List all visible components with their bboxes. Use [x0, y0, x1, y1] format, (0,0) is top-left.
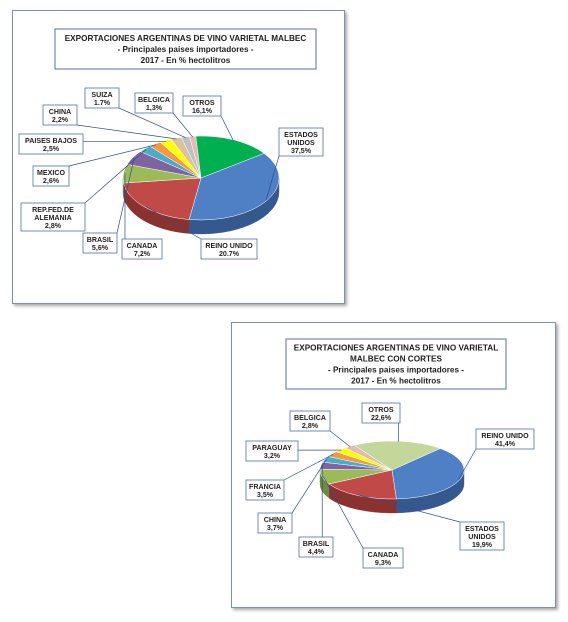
chart1-title: [55, 29, 316, 69]
chart2-label-otros: [362, 403, 400, 442]
label-name: ESTADOS: [284, 131, 318, 139]
label-name: PARAGUAY: [252, 444, 292, 452]
label-value: 2,8%: [44, 222, 62, 230]
label-name: CANADA: [367, 551, 399, 559]
label-value: 41,4%: [494, 440, 516, 448]
label-name: CHINA: [48, 108, 72, 116]
pie-chart-malbec-con-cortes: [232, 323, 555, 607]
label-value: 2,8%: [301, 422, 319, 430]
label-value: 22,6%: [370, 414, 392, 422]
chart-panel-malbec-con-cortes: [231, 322, 556, 608]
label-name: CHINA: [263, 516, 287, 524]
label-name: FRANCIA: [249, 483, 281, 491]
label-value: 2,5%: [42, 145, 60, 153]
chart-panel-malbec: [12, 10, 345, 304]
label-name: PAISES BAJOS: [25, 137, 77, 145]
label-value: 2,2%: [51, 116, 69, 124]
label-name: OTROS: [189, 99, 215, 107]
label-value: 7,2%: [133, 250, 151, 258]
leader-line: [330, 431, 351, 447]
label-value: 4,4%: [307, 548, 325, 556]
leader-line: [221, 116, 233, 141]
label-name: REINO UNIDO: [205, 242, 253, 250]
label-name: BELGICA: [294, 414, 326, 422]
label-name: BELGICA: [138, 96, 170, 104]
label-name: OTROS: [368, 406, 394, 414]
chart1-title-line: - Principales paises importadores -: [117, 45, 254, 54]
label-value: 3,7%: [266, 524, 284, 532]
label-value: 19,9%: [471, 541, 493, 549]
label-name: ESTADOS: [465, 525, 499, 533]
label-name: REP.FED.DE: [32, 206, 74, 214]
label-name: SUIZA: [91, 91, 113, 99]
chart2-label-belgica: [290, 411, 351, 447]
label-value: 20.7%: [218, 250, 240, 258]
chart1-title-line: 2017 - En % hectolitros: [140, 56, 231, 65]
label-name: REINO UNIDO: [481, 432, 529, 440]
label-name: CANADA: [126, 242, 158, 250]
chart2-title-line: 2017 - En % hectolitros: [351, 376, 441, 386]
label-value: 9,3%: [374, 559, 392, 567]
label-name: ALEMANIA: [34, 214, 72, 222]
label-name: UNIDOS: [468, 533, 496, 541]
chart2-title: [286, 339, 506, 389]
label-value: 1,3%: [145, 104, 163, 112]
label-value: 5,6%: [91, 244, 109, 252]
label-value: 37,5%: [290, 147, 312, 155]
chart2-pie-top: [320, 441, 464, 499]
label-value: 3,2%: [263, 452, 281, 460]
label-name: BRASIL: [86, 236, 114, 244]
label-value: 16,1%: [191, 107, 213, 115]
chart1-pie-top: [123, 136, 279, 220]
label-name: UNIDOS: [287, 139, 315, 147]
label-value: 1.7%: [93, 99, 111, 107]
chart1-title-line: EXPORTACIONES ARGENTINAS DE VINO VARIETAL MALBEC: [64, 34, 307, 43]
chart2-label-reino-unido: [459, 429, 534, 479]
chart2-title-line: MALBEC CON CORTES: [350, 354, 442, 364]
pie-chart-malbec: [13, 11, 344, 303]
label-value: 3,5%: [256, 491, 274, 499]
label-name: MEXICO: [37, 169, 65, 177]
chart2-title-line: EXPORTACIONES ARGENTINAS DE VINO VARIETAL: [293, 343, 499, 353]
label-value: 2,6%: [42, 177, 60, 185]
label-name: BRASIL: [302, 540, 330, 548]
chart2-title-line: - Principales paises importadores -: [327, 365, 465, 375]
